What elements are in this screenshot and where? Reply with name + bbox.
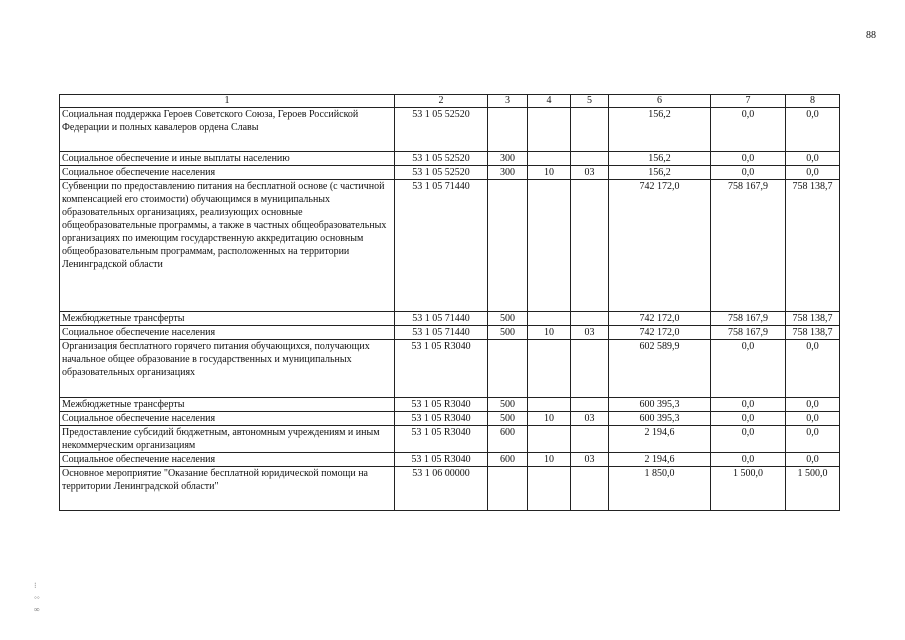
row-vr <box>488 108 528 152</box>
col-header-3: 3 <box>488 95 528 108</box>
row-vr <box>488 340 528 398</box>
table-row <box>60 453 840 467</box>
row-vr: 600 <box>488 453 528 467</box>
row-code: 53 1 05 R3040 <box>395 340 488 398</box>
budget-table <box>59 94 840 511</box>
row-value-3: 758 138,7 <box>786 312 840 326</box>
row-value-2: 0,0 <box>711 108 786 152</box>
row-code: 53 1 05 52520 <box>395 166 488 180</box>
row-pr: 03 <box>571 326 609 340</box>
table-row <box>60 426 840 453</box>
table-row <box>60 398 840 412</box>
page-number: 88 <box>866 30 876 41</box>
row-value-2: 0,0 <box>711 340 786 398</box>
col-header-2: 2 <box>395 95 488 108</box>
table-row <box>60 152 840 166</box>
row-value-1: 156,2 <box>609 166 711 180</box>
row-rz: 10 <box>528 453 571 467</box>
row-value-2: 0,0 <box>711 152 786 166</box>
col-header-8: 8 <box>786 95 840 108</box>
row-value-3: 1 500,0 <box>786 467 840 511</box>
row-name: Предоставление субсидий бюджетным, автономным учреждениям и иным некоммерческим организациям <box>60 426 395 453</box>
row-rz <box>528 426 571 453</box>
col-header-7: 7 <box>711 95 786 108</box>
table-row <box>60 467 840 511</box>
row-vr: 600 <box>488 426 528 453</box>
row-vr <box>488 180 528 312</box>
row-value-2: 0,0 <box>711 166 786 180</box>
row-code: 53 1 05 R3040 <box>395 398 488 412</box>
row-rz <box>528 108 571 152</box>
row-pr <box>571 108 609 152</box>
row-name: Межбюджетные трансферты <box>60 398 395 412</box>
row-code: 53 1 05 52520 <box>395 108 488 152</box>
row-value-1: 2 194,6 <box>609 426 711 453</box>
margin-mark: ⁝ <box>34 581 37 590</box>
scan-margin-marks <box>34 580 40 616</box>
row-value-3: 0,0 <box>786 166 840 180</box>
row-value-1: 602 589,9 <box>609 340 711 398</box>
row-value-3: 0,0 <box>786 340 840 398</box>
row-pr <box>571 180 609 312</box>
table-row <box>60 166 840 180</box>
row-value-2: 0,0 <box>711 412 786 426</box>
row-value-1: 600 395,3 <box>609 398 711 412</box>
row-name: Межбюджетные трансферты <box>60 312 395 326</box>
col-header-5: 5 <box>571 95 609 108</box>
row-name: Социальное обеспечение и иные выплаты населению <box>60 152 395 166</box>
row-pr <box>571 467 609 511</box>
row-name: Социальное обеспечение населения <box>60 453 395 467</box>
margin-mark: ◦◦ <box>34 593 40 602</box>
row-code: 53 1 05 R3040 <box>395 453 488 467</box>
row-value-2: 0,0 <box>711 426 786 453</box>
row-vr: 500 <box>488 412 528 426</box>
table-row <box>60 412 840 426</box>
row-value-1: 742 172,0 <box>609 180 711 312</box>
row-value-3: 0,0 <box>786 453 840 467</box>
row-pr: 03 <box>571 166 609 180</box>
table-row <box>60 108 840 152</box>
row-pr <box>571 340 609 398</box>
row-value-1: 156,2 <box>609 108 711 152</box>
row-vr <box>488 467 528 511</box>
row-name: Субвенции по предоставлению питания на бесплатной основе (с частичной компенсацией его стоимости) обучающимся в муниципальных образовательных организациях, реализующих основные общеобразовательные программы, а также в частных общеобразовательных организациях по имеющим государственную аккредитацию основным общеобразовательным программам, расположенных на территории Ленинградской области <box>60 180 395 312</box>
row-rz <box>528 340 571 398</box>
row-value-3: 0,0 <box>786 152 840 166</box>
row-name: Социальное обеспечение населения <box>60 326 395 340</box>
row-value-3: 758 138,7 <box>786 180 840 312</box>
row-name: Социальное обеспечение населения <box>60 166 395 180</box>
row-code: 53 1 05 71440 <box>395 312 488 326</box>
row-value-1: 1 850,0 <box>609 467 711 511</box>
row-value-2: 1 500,0 <box>711 467 786 511</box>
row-value-2: 0,0 <box>711 398 786 412</box>
row-value-1: 742 172,0 <box>609 312 711 326</box>
row-rz: 10 <box>528 412 571 426</box>
row-pr <box>571 398 609 412</box>
row-code: 53 1 05 R3040 <box>395 412 488 426</box>
row-value-3: 0,0 <box>786 398 840 412</box>
row-value-3: 0,0 <box>786 108 840 152</box>
row-value-2: 758 167,9 <box>711 180 786 312</box>
row-pr: 03 <box>571 453 609 467</box>
row-name: Организация бесплатного горячего питания обучающихся, получающих начальное общее образование в государственных и муниципальных образовательных организациях <box>60 340 395 398</box>
row-rz: 10 <box>528 326 571 340</box>
row-code: 53 1 06 00000 <box>395 467 488 511</box>
row-name: Основное мероприятие "Оказание бесплатной юридической помощи на территории Ленинградской области" <box>60 467 395 511</box>
row-value-2: 758 167,9 <box>711 326 786 340</box>
table-row <box>60 312 840 326</box>
row-pr: 03 <box>571 412 609 426</box>
row-pr <box>571 152 609 166</box>
row-name: Социальное обеспечение населения <box>60 412 395 426</box>
header-row <box>60 95 840 108</box>
margin-mark: ∞ <box>34 605 40 614</box>
col-header-6: 6 <box>609 95 711 108</box>
table-row <box>60 340 840 398</box>
row-vr: 300 <box>488 152 528 166</box>
table-row <box>60 180 840 312</box>
row-pr <box>571 426 609 453</box>
row-rz <box>528 312 571 326</box>
row-value-1: 2 194,6 <box>609 453 711 467</box>
row-rz <box>528 467 571 511</box>
row-vr: 500 <box>488 398 528 412</box>
row-value-3: 758 138,7 <box>786 326 840 340</box>
row-value-2: 0,0 <box>711 453 786 467</box>
row-code: 53 1 05 R3040 <box>395 426 488 453</box>
row-code: 53 1 05 71440 <box>395 180 488 312</box>
row-code: 53 1 05 52520 <box>395 152 488 166</box>
row-value-1: 600 395,3 <box>609 412 711 426</box>
col-header-1: 1 <box>60 95 395 108</box>
table-row <box>60 326 840 340</box>
row-rz: 10 <box>528 166 571 180</box>
row-value-1: 156,2 <box>609 152 711 166</box>
row-value-1: 742 172,0 <box>609 326 711 340</box>
row-pr <box>571 312 609 326</box>
row-vr: 300 <box>488 166 528 180</box>
row-value-3: 0,0 <box>786 412 840 426</box>
row-rz <box>528 398 571 412</box>
row-code: 53 1 05 71440 <box>395 326 488 340</box>
col-header-4: 4 <box>528 95 571 108</box>
row-vr: 500 <box>488 312 528 326</box>
row-name: Социальная поддержка Героев Советского Союза, Героев Российской Федерации и полных кавалеров ордена Славы <box>60 108 395 152</box>
row-value-2: 758 167,9 <box>711 312 786 326</box>
row-rz <box>528 152 571 166</box>
row-vr: 500 <box>488 326 528 340</box>
row-rz <box>528 180 571 312</box>
row-value-3: 0,0 <box>786 426 840 453</box>
